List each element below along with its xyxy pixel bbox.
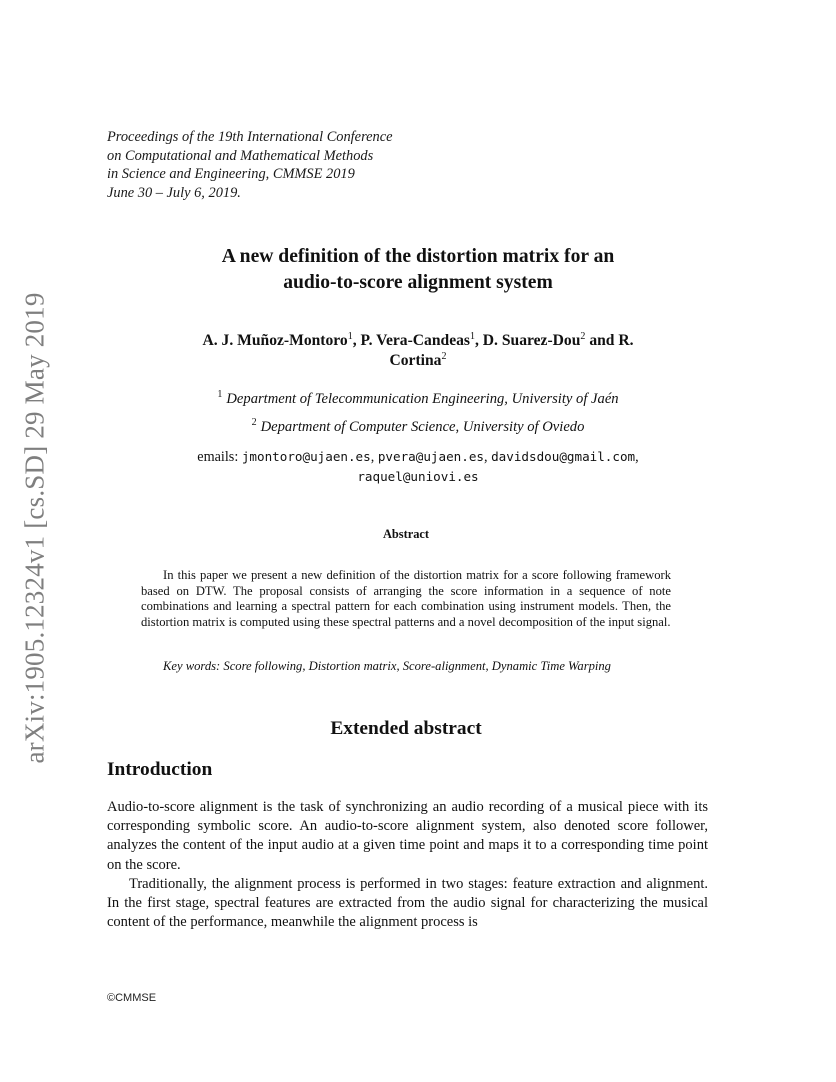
author-conjunction: and R.	[589, 332, 634, 349]
title-line: A new definition of the distortion matrix for an	[221, 246, 615, 267]
body-paragraph: Audio-to-score alignment is the task of synchronizing an audio recording of a musical piece with its corresponding symbolic score. An audio-to-score alignment system, also denoted score follower, analyzes the content of the input audio at a given time point and maps it to a corresponding time point on the score.	[107, 799, 708, 873]
author-name: D. Suarez-Dou	[482, 332, 581, 349]
section-title-extended-abstract: Extended abstract	[330, 718, 482, 739]
email-link[interactable]: davidsdou@gmail.com	[491, 449, 636, 464]
email-link[interactable]: raquel@uniovi.es	[357, 469, 479, 484]
author-affiliation-mark: 1	[470, 330, 475, 342]
body-paragraph: Traditionally, the alignment process is performed in two stages: feature extraction and alignment. In the first stage, spectral features are extracted from the audio signal for characterizing the musical content of the performance, meanwhile the alignment process is	[107, 876, 708, 931]
arxiv-watermark-text: arXiv:1905.12324v1 [cs.SD] 29 May 2019	[19, 292, 50, 764]
author-name: Cortina	[389, 352, 442, 369]
author-affiliation-mark: 2	[580, 330, 586, 342]
email-list: emails: jmontoro@ujaen.es, pvera@ujaen.es, davidsdou@gmail.com, raquel@uniovi.es	[197, 449, 639, 484]
proceedings-line: Proceedings of the 19th International Conference	[107, 129, 393, 145]
author-list: A. J. Muñoz-Montoro$^1$, P. Vera-Candeas$^1$, D. Suarez-Dou$^2$ and R. Cortina$^2$	[202, 330, 634, 369]
email-link[interactable]: pvera@ujaen.es	[377, 449, 484, 464]
abstract-body: In this paper we present a new definition of the distortion matrix for a score following framework based on DTW. The proposal consists of arranging the score information in a sequence of note combinations and learning a spectral pattern for each combination using instrument models. Then, the distortion matrix is computed using these spectral patterns and a novel decomposition of the input signal.	[141, 568, 671, 629]
proceedings-header	[107, 128, 527, 202]
affiliation-1	[107, 390, 729, 408]
abstract-heading: Abstract	[382, 527, 430, 541]
affiliation-text: Department of Computer Science, University of Oviedo	[260, 419, 585, 435]
affiliation-mark: 2	[251, 417, 257, 429]
email-label: emails:	[197, 449, 239, 465]
author-name: P. Vera-Candeas	[360, 332, 470, 349]
author-name: A. J. Muñoz-Montoro	[202, 332, 348, 349]
affiliation-2	[107, 418, 729, 436]
copyright-footer: ©CMMSE	[107, 992, 157, 1004]
author-affiliation-mark: 1	[347, 330, 353, 342]
email-link[interactable]: jmontoro@ujaen.es	[241, 449, 371, 464]
author-affiliation-mark: 2	[441, 350, 447, 362]
arxiv-watermark	[15, 268, 55, 788]
keywords: Key words: Score following, Distortion matrix, Score-alignment, Dynamic Time Warping	[163, 659, 611, 673]
proceedings-line: June 30 – July 6, 2019.	[107, 184, 241, 201]
title-line: audio-to-score alignment system	[283, 272, 553, 293]
affiliation-text: Department of Telecommunication Engineering, University of Jaén	[226, 391, 619, 407]
proceedings-line: on Computational and Mathematical Methods	[107, 147, 374, 164]
paper-title	[107, 244, 729, 296]
section-title-introduction: Introduction	[107, 759, 213, 780]
proceedings-line: in Science and Engineering, CMMSE 2019	[107, 166, 355, 183]
affiliation-mark: 1	[217, 389, 223, 401]
